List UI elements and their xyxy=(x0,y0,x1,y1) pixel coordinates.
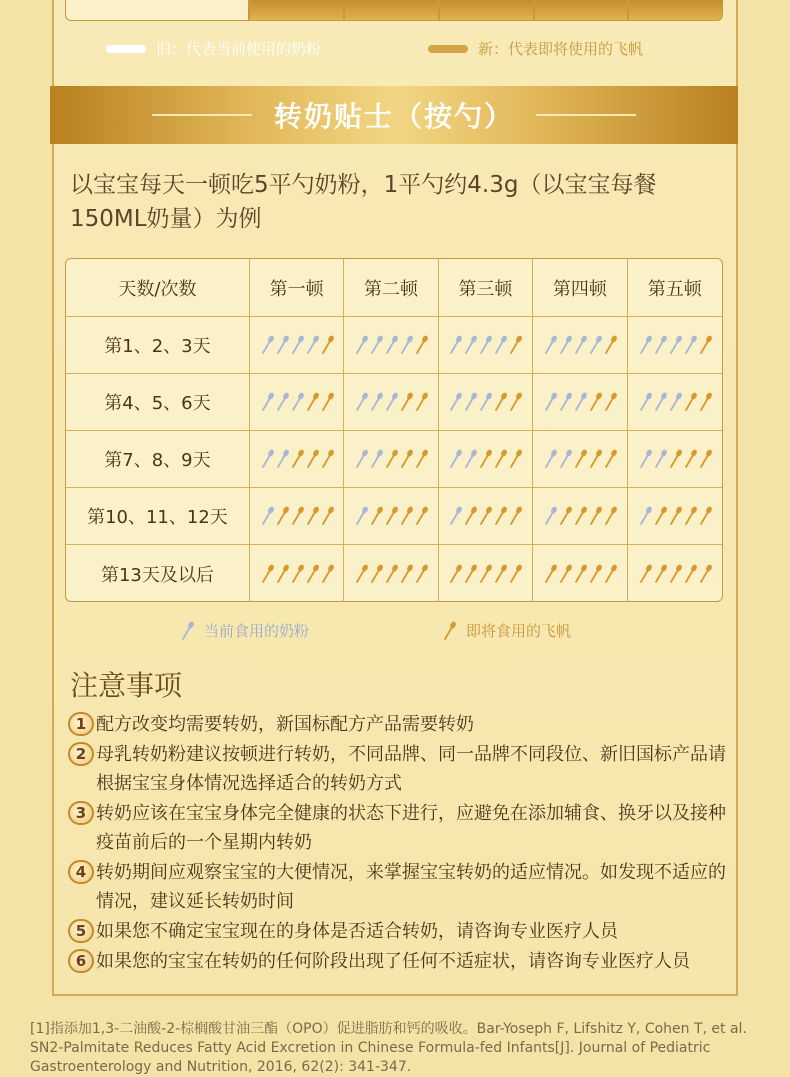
intro-text: 以宝宝每天一顿吃5平勺奶粉，1平勺约4.3g（以宝宝每餐150ML奶量）为例 xyxy=(70,172,657,232)
new-spoon-icon xyxy=(305,449,319,469)
new-spoon-icon xyxy=(698,506,712,526)
old-spoon-icon xyxy=(558,335,572,355)
meal-cell xyxy=(344,374,438,430)
day-label: 第1、2、3天 xyxy=(66,317,250,373)
legend-new-bar xyxy=(428,45,468,53)
new-spoon-icon xyxy=(653,564,667,584)
note-text: 转奶期间应观察宝宝的大便情况，来掌握宝宝转奶的适应情况。如发现不适应的情况，建议延长转奶时间 xyxy=(96,862,726,912)
new-spoon-icon xyxy=(320,392,334,412)
previous-table-edge xyxy=(65,0,723,21)
old-spoon-icon xyxy=(448,449,462,469)
note-number-badge: 6 xyxy=(68,949,94,973)
meal-cell xyxy=(250,545,344,602)
new-spoon-icon xyxy=(384,506,398,526)
new-spoon-icon xyxy=(603,392,617,412)
note-text: 配方改变均需要转奶，新国标配方产品需要转奶 xyxy=(96,714,474,735)
note-number-badge: 1 xyxy=(68,712,94,736)
new-spoon-icon xyxy=(698,449,712,469)
new-spoon-icon xyxy=(493,506,507,526)
old-spoon-icon xyxy=(369,392,383,412)
new-spoon-icon xyxy=(588,564,602,584)
new-spoon-icon xyxy=(414,335,428,355)
table-edge-cell xyxy=(344,0,439,21)
spoon-group xyxy=(354,392,428,412)
old-spoon-icon xyxy=(638,506,652,526)
table-row xyxy=(66,431,722,488)
table-edge-cell xyxy=(534,0,629,21)
spoon-group xyxy=(260,449,334,469)
new-spoon-icon xyxy=(414,449,428,469)
legend-upcoming-label: 即将食用的飞帆 xyxy=(466,622,572,640)
notes-title: 注意事项 xyxy=(70,669,183,702)
meal-cell xyxy=(628,488,722,544)
old-spoon-icon xyxy=(638,335,652,355)
new-spoon-icon xyxy=(290,506,304,526)
new-spoon-icon xyxy=(320,564,334,584)
meal-cell xyxy=(628,317,722,373)
new-spoon-icon xyxy=(463,506,477,526)
meal-cell xyxy=(250,374,344,430)
meal-cell xyxy=(439,488,533,544)
new-spoon-icon xyxy=(369,564,383,584)
old-spoon-icon xyxy=(354,449,368,469)
meal-cell xyxy=(439,374,533,430)
legend-current xyxy=(180,620,309,641)
note-number-badge: 5 xyxy=(68,919,94,943)
new-spoon-icon xyxy=(698,392,712,412)
old-spoon-icon xyxy=(369,449,383,469)
day-label: 第13天及以后 xyxy=(66,545,250,602)
new-spoon-icon xyxy=(305,506,319,526)
new-spoon-icon xyxy=(558,564,572,584)
new-spoon-icon xyxy=(493,564,507,584)
note-number-badge: 3 xyxy=(68,801,94,825)
day-label: 第4、5、6天 xyxy=(66,374,250,430)
new-spoon-icon xyxy=(305,392,319,412)
legend-new xyxy=(428,38,643,59)
new-spoon-icon xyxy=(543,564,557,584)
legend-new-label: 新：代表即将使用的飞帆 xyxy=(478,40,644,58)
table-header-cell: 天数/次数 xyxy=(66,259,250,316)
new-spoon-icon xyxy=(463,564,477,584)
new-spoon-icon xyxy=(320,506,334,526)
new-spoon-icon xyxy=(260,564,274,584)
spoon-group xyxy=(448,564,522,584)
old-spoon-icon xyxy=(384,335,398,355)
legend-old-label: 旧：代表当前使用的奶粉 xyxy=(156,40,322,58)
old-spoon-icon xyxy=(573,392,587,412)
meal-cell xyxy=(533,431,627,487)
meal-cell xyxy=(439,431,533,487)
old-spoon-icon xyxy=(180,621,194,641)
new-spoon-icon xyxy=(399,506,413,526)
new-spoon-icon xyxy=(384,449,398,469)
section-banner xyxy=(50,86,738,144)
meal-cell xyxy=(439,545,533,602)
table-row xyxy=(66,545,722,602)
old-spoon-icon xyxy=(543,392,557,412)
spoon-group xyxy=(543,449,617,469)
old-spoon-icon xyxy=(354,506,368,526)
new-spoon-icon xyxy=(603,449,617,469)
old-spoon-icon xyxy=(260,335,274,355)
banner-left-line xyxy=(152,114,252,116)
new-spoon-icon xyxy=(493,392,507,412)
old-spoon-icon xyxy=(399,335,413,355)
table-edge-cell xyxy=(249,0,344,21)
spoon-group xyxy=(543,564,617,584)
old-spoon-icon xyxy=(275,449,289,469)
old-spoon-icon xyxy=(588,335,602,355)
legend-top xyxy=(106,38,706,62)
spoon-group xyxy=(260,506,334,526)
note-number-badge: 4 xyxy=(68,860,94,884)
new-spoon-icon xyxy=(399,392,413,412)
spoon-group xyxy=(448,506,522,526)
new-spoon-icon xyxy=(603,506,617,526)
spoon-group xyxy=(354,564,428,584)
old-spoon-icon xyxy=(573,335,587,355)
meal-cell xyxy=(628,374,722,430)
table-row xyxy=(66,488,722,545)
old-spoon-icon xyxy=(543,335,557,355)
old-spoon-icon xyxy=(354,392,368,412)
old-spoon-icon xyxy=(290,335,304,355)
note-text: 如果您的宝宝在转奶的任何阶段出现了任何不适症状，请咨询专业医疗人员 xyxy=(96,951,690,972)
old-spoon-icon xyxy=(463,392,477,412)
spoon-group xyxy=(354,449,428,469)
table-header-row xyxy=(66,259,722,317)
old-spoon-icon xyxy=(638,449,652,469)
new-spoon-icon xyxy=(573,564,587,584)
legend-current-label: 当前食用的奶粉 xyxy=(204,622,310,640)
new-spoon-icon xyxy=(442,621,456,641)
new-spoon-icon xyxy=(305,564,319,584)
new-spoon-icon xyxy=(653,506,667,526)
new-spoon-icon xyxy=(354,564,368,584)
day-label: 第7、8、9天 xyxy=(66,431,250,487)
day-label: 第10、11、12天 xyxy=(66,488,250,544)
meal-cell xyxy=(533,488,627,544)
new-spoon-icon xyxy=(588,449,602,469)
table-row xyxy=(66,317,722,374)
meal-cell xyxy=(533,317,627,373)
old-spoon-icon xyxy=(448,335,462,355)
new-spoon-icon xyxy=(275,564,289,584)
old-spoon-icon xyxy=(668,392,682,412)
new-spoon-icon xyxy=(414,564,428,584)
note-item xyxy=(68,799,728,857)
meal-cell xyxy=(344,488,438,544)
new-spoon-icon xyxy=(588,506,602,526)
footnote: [1]指添加1,3-二油酸-2-棕榈酸甘油三酯（OPO）促进脂肪和钙的吸收。Bar-Yoseph F, Lifshitz Y, Cohen T, et al. SN2-Palmitate Reduces Fatty Acid Excretion in Chinese Formula-fed Infants[J]. Journal of Pediatric Gastroenterology and Nutrition, 2016, 62(2): 341-347. xyxy=(30,1021,747,1075)
table-header-cell: 第三顿 xyxy=(439,259,533,316)
note-item xyxy=(68,740,728,798)
spoon-group xyxy=(354,335,428,355)
old-spoon-icon xyxy=(653,449,667,469)
new-spoon-icon xyxy=(414,392,428,412)
note-item xyxy=(68,710,728,739)
old-spoon-icon xyxy=(290,392,304,412)
old-spoon-icon xyxy=(354,335,368,355)
legend-upcoming xyxy=(442,620,571,641)
old-spoon-icon xyxy=(275,335,289,355)
table-edge-cell xyxy=(65,0,249,21)
old-spoon-icon xyxy=(493,335,507,355)
table-edge-cell xyxy=(439,0,534,21)
table-header-cell: 第四顿 xyxy=(533,259,627,316)
new-spoon-icon xyxy=(573,506,587,526)
spoon-group xyxy=(260,392,334,412)
new-spoon-icon xyxy=(508,449,522,469)
meal-cell xyxy=(250,431,344,487)
spoon-group xyxy=(638,392,712,412)
table-header-cell: 第二顿 xyxy=(344,259,438,316)
new-spoon-icon xyxy=(603,335,617,355)
old-spoon-icon xyxy=(543,449,557,469)
old-spoon-icon xyxy=(275,392,289,412)
spoon-group xyxy=(638,449,712,469)
legend-old xyxy=(106,38,321,59)
table-header-cell: 第一顿 xyxy=(250,259,344,316)
transition-plan-table xyxy=(65,258,723,602)
note-text: 如果您不确定宝宝现在的身体是否适合转奶，请咨询专业医疗人员 xyxy=(96,921,618,942)
note-item xyxy=(68,917,728,946)
new-spoon-icon xyxy=(508,564,522,584)
new-spoon-icon xyxy=(603,564,617,584)
banner-right-line xyxy=(536,114,636,116)
old-spoon-icon xyxy=(638,392,652,412)
new-spoon-icon xyxy=(508,392,522,412)
spoon-group xyxy=(448,449,522,469)
meal-cell xyxy=(344,545,438,602)
new-spoon-icon xyxy=(399,449,413,469)
spoon-group xyxy=(260,564,334,584)
table-edge-cell xyxy=(628,0,723,21)
old-spoon-icon xyxy=(653,392,667,412)
old-spoon-icon xyxy=(478,392,492,412)
new-spoon-icon xyxy=(683,392,697,412)
new-spoon-icon xyxy=(290,564,304,584)
old-spoon-icon xyxy=(260,392,274,412)
new-spoon-icon xyxy=(683,506,697,526)
spoon-group xyxy=(260,335,334,355)
new-spoon-icon xyxy=(668,564,682,584)
new-spoon-icon xyxy=(668,506,682,526)
new-spoon-icon xyxy=(290,449,304,469)
old-spoon-icon xyxy=(683,335,697,355)
new-spoon-icon xyxy=(683,564,697,584)
new-spoon-icon xyxy=(320,335,334,355)
legend-old-bar xyxy=(106,45,146,53)
note-number-badge: 2 xyxy=(68,742,94,766)
meal-cell xyxy=(344,317,438,373)
new-spoon-icon xyxy=(275,506,289,526)
spoon-group xyxy=(638,506,712,526)
notes-list xyxy=(68,710,728,977)
meal-cell xyxy=(250,488,344,544)
meal-cell xyxy=(628,545,722,602)
new-spoon-icon xyxy=(558,506,572,526)
new-spoon-icon xyxy=(508,506,522,526)
note-item xyxy=(68,947,728,976)
spoon-group xyxy=(638,564,712,584)
spoon-group xyxy=(543,392,617,412)
old-spoon-icon xyxy=(668,335,682,355)
old-spoon-icon xyxy=(558,449,572,469)
legend-bottom xyxy=(180,620,630,644)
old-spoon-icon xyxy=(384,392,398,412)
old-spoon-icon xyxy=(260,449,274,469)
spoon-group xyxy=(638,335,712,355)
note-text: 母乳转奶粉建议按顿进行转奶，不同品牌、同一品牌不同段位、新旧国标产品请根据宝宝身体情况选择适合的转奶方式 xyxy=(96,744,726,794)
old-spoon-icon xyxy=(305,335,319,355)
new-spoon-icon xyxy=(638,564,652,584)
meal-cell xyxy=(628,431,722,487)
new-spoon-icon xyxy=(448,564,462,584)
new-spoon-icon xyxy=(588,392,602,412)
old-spoon-icon xyxy=(653,335,667,355)
meal-cell xyxy=(533,374,627,430)
spoon-group xyxy=(448,392,522,412)
new-spoon-icon xyxy=(478,449,492,469)
note-text: 转奶应该在宝宝身体完全健康的状态下进行，应避免在添加辅食、换牙以及接种疫苗前后的一个星期内转奶 xyxy=(96,803,726,853)
old-spoon-icon xyxy=(558,392,572,412)
meal-cell xyxy=(250,317,344,373)
new-spoon-icon xyxy=(493,449,507,469)
new-spoon-icon xyxy=(683,449,697,469)
new-spoon-icon xyxy=(698,335,712,355)
spoon-group xyxy=(543,335,617,355)
banner-title: 转奶贴士（按勺） xyxy=(273,100,514,133)
old-spoon-icon xyxy=(448,392,462,412)
new-spoon-icon xyxy=(668,449,682,469)
note-item xyxy=(68,858,728,916)
new-spoon-icon xyxy=(698,564,712,584)
new-spoon-icon xyxy=(508,335,522,355)
old-spoon-icon xyxy=(478,335,492,355)
old-spoon-icon xyxy=(463,449,477,469)
meal-cell xyxy=(533,545,627,602)
new-spoon-icon xyxy=(384,564,398,584)
old-spoon-icon xyxy=(369,335,383,355)
spoon-group xyxy=(354,506,428,526)
table-header-cell: 第五顿 xyxy=(647,278,702,300)
new-spoon-icon xyxy=(369,506,383,526)
old-spoon-icon xyxy=(463,335,477,355)
new-spoon-icon xyxy=(414,506,428,526)
old-spoon-icon xyxy=(543,506,557,526)
new-spoon-icon xyxy=(478,564,492,584)
new-spoon-icon xyxy=(320,449,334,469)
old-spoon-icon xyxy=(260,506,274,526)
spoon-group xyxy=(543,506,617,526)
new-spoon-icon xyxy=(399,564,413,584)
old-spoon-icon xyxy=(448,506,462,526)
spoon-group xyxy=(448,335,522,355)
new-spoon-icon xyxy=(573,449,587,469)
meal-cell xyxy=(344,431,438,487)
new-spoon-icon xyxy=(478,506,492,526)
meal-cell xyxy=(439,317,533,373)
table-row xyxy=(66,374,722,431)
